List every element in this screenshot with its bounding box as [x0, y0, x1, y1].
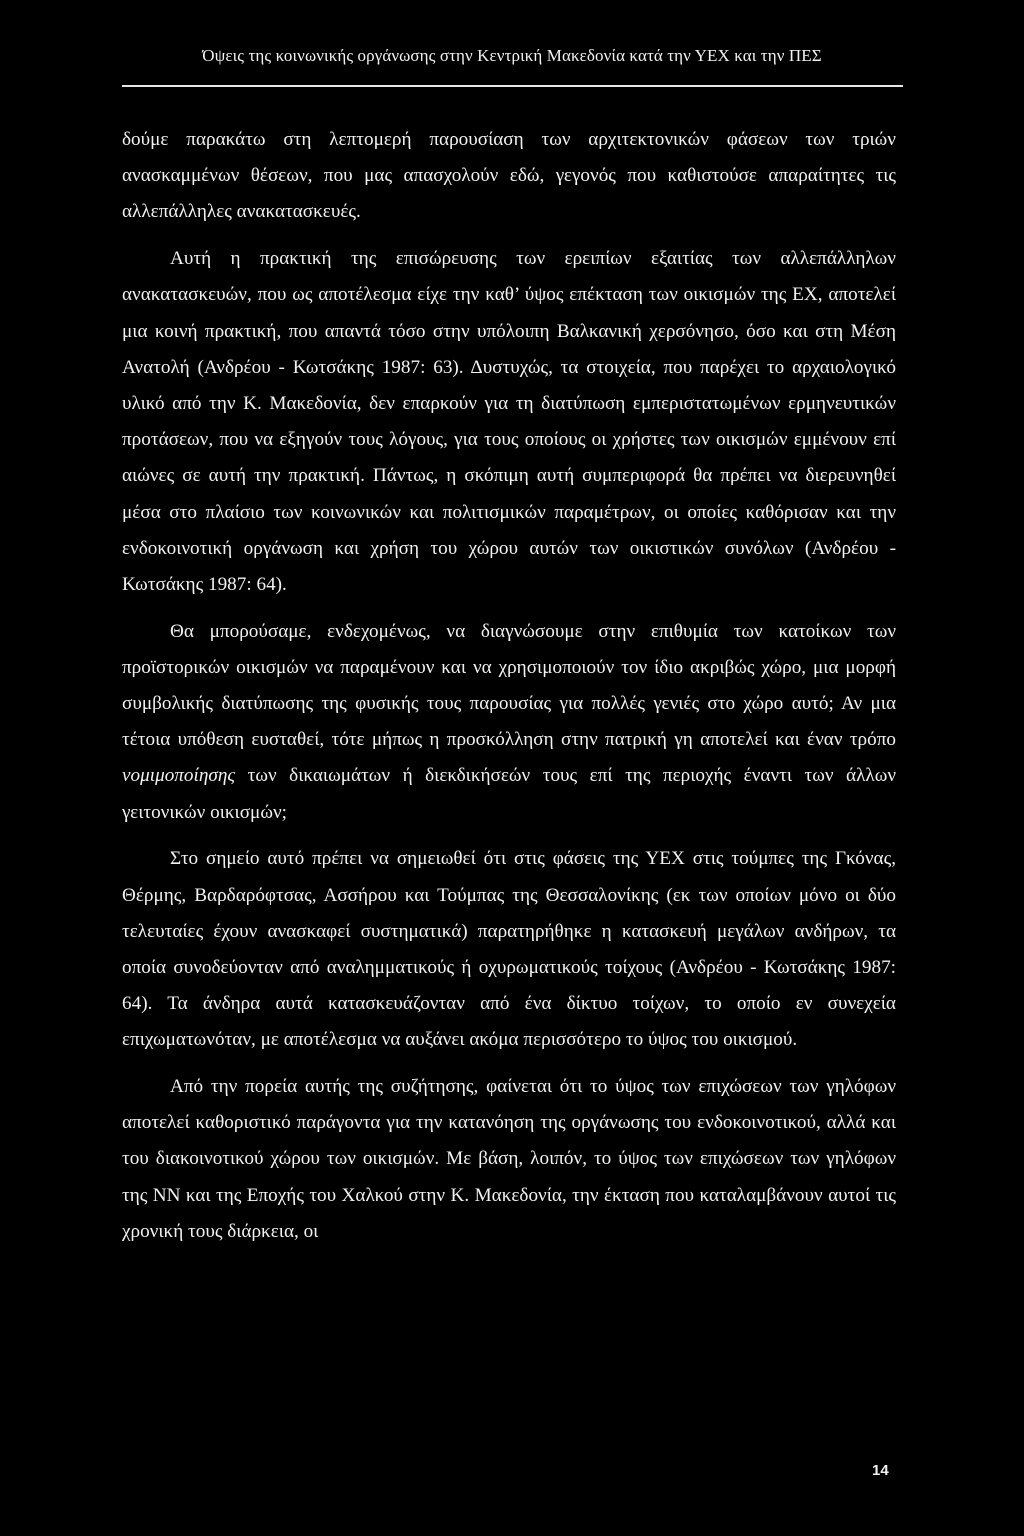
paragraph-continuation: δούμε παρακάτω στη λεπτομερή παρουσίαση των αρχιτεκτονικών φάσεων των τριών ανασκαμμένων θέσεων, που μας απασχολούν εδώ, γεγονός που καθιστούσε απαραίτητες τις αλλεπάλληλες ανακατασκευές.: [122, 129, 896, 223]
running-header: Όψεις της κοινωνικής οργάνωσης στην Κεντρική Μακεδονία κατά την ΥΕΧ και την ΠΕΣ: [202, 46, 822, 65]
page-number: 14: [872, 1462, 889, 1479]
paragraph: Αυτή η πρακτική της επισώρευσης των ερειπίων εξαιτίας των αλλεπάλληλων ανακατασκευών, που ως αποτέλεσμα είχε την καθ’ ύψος επέκταση των οικισμών της ΕΧ, αποτελεί μια κοινή πρακτική, που απαντά τόσο στην υπόλοιπη Βαλκανική χερσόνησο, όσο και στη Μέση Ανατολή (Ανδρέου - Κωτσάκης 1987: 63). Δυστυχώς, τα στοιχεία, που παρέχει το αρχαιολογικό υλικό από την Κ. Μακεδονία, δεν επαρκούν για τη διατύπωση εμπεριστατωμένων ερμηνευτικών προτάσεων, που να εξηγούν τους λόγους, για τους οποίους οι χρήστες των οικισμών εμμένουν επί αιώνες σε αυτή την πρακτική. Πάντως, η σκόπιμη αυτή συμπεριφορά θα πρέπει να διερευνηθεί μέσα στο πλαίσιο των κοινωνικών και πολιτισμικών παραμέτρων, οι οποίες καθόρισαν και την ενδοκοινοτική οργάνωση και χρήση του χώρου αυτών των οικιστικών συνόλων (Ανδρέου - Κωτσάκης 1987: 64).: [122, 248, 896, 595]
paragraph-text: των δικαιωμάτων ή διεκδικήσεών τους επί της περιοχής έναντι των άλλων γειτονικών οικισμών;: [122, 765, 896, 823]
header-divider: [122, 85, 903, 87]
italic-term: νομιμοποίησης: [122, 765, 236, 787]
body-text: [122, 122, 896, 1250]
paragraph: Στο σημείο αυτό πρέπει να σημειωθεί ότι στις φάσεις της ΥΕΧ στις τούμπες της Γκόνας, Θέρμης, Βαρδαρόφτσας, Ασσήρου και Τούμπας της Θεσσαλονίκης (εκ των οποίων μόνο οι δύο τελευταίες έχουν ανασκαφεί συστηματικά) παρατηρήθηκε η κατασκευή μεγάλων ανδήρων, τα οποία συνοδεύονταν από αναλημματικούς ή οχυρωματικούς τοίχους (Ανδρέου - Κωτσάκης 1987: 64). Τα άνδηρα αυτά κατασκευάζονταν από ένα δίκτυο τοίχων, το οποίο εν συνεχεία επιχωματωνόταν, με αποτέλεσμα να αυξάνει ακόμα περισσότερο το ύψος του οικισμού.: [122, 848, 896, 1051]
paragraph: [122, 614, 896, 831]
paragraph: Από την πορεία αυτής της συζήτησης, φαίνεται ότι το ύψος των επιχώσεων των γηλόφων αποτελεί καθοριστικό παράγοντα για την κατανόηση της οργάνωσης του ενδοκοινοτικού, αλλά και του διακοινοτικού χώρου των οικισμών. Με βάση, λοιπόν, το ύψος των επιχώσεων των γηλόφων της ΝΝ και της Εποχής του Χαλκού στην Κ. Μακεδονία, την έκταση που καταλαμβάνουν αυτοί τις χρονική τους διάρκεια, οι: [122, 1076, 896, 1242]
paragraph-text: Θα μπορούσαμε, ενδεχομένως, να διαγνώσουμε στην επιθυμία των κατοίκων των προϊστορικών οικισμών να παραμένουν και να χρησιμοποιούν τον ίδιο ακριβώς χώρο, μια μορφή συμβολικής διατύπωσης της φυσικής τους παρουσίας για πολλές γενιές στο χώρο αυτό; Αν μια τέτοια υπόθεση ευσταθεί, τότε μήπως η προσκόλληση στην πατρική γη αποτελεί και έναν τρόπο: [122, 620, 896, 751]
